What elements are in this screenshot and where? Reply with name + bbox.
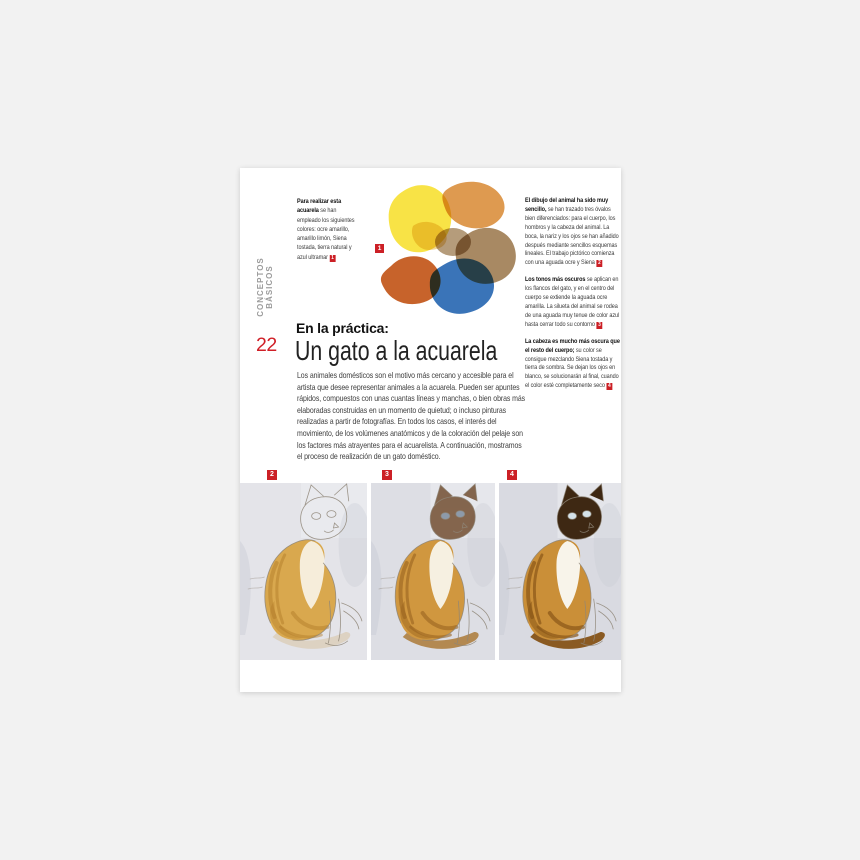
figure-marker-4: 4 (507, 470, 517, 480)
note-text (525, 276, 620, 329)
note-text (525, 338, 620, 391)
cat-watercolor-stage-1-image (240, 483, 367, 660)
blob-earth-bridge (435, 228, 471, 256)
note-bold: El dibujo del animal ha sido muy sencillo, (525, 197, 609, 213)
kicker-heading: En la práctica: (296, 320, 389, 336)
figure-marker-3: 3 (382, 470, 392, 480)
inline-figure-marker: 4 (608, 383, 611, 390)
note-bold: Los tonos más oscuros (525, 276, 586, 284)
note-rest: se han empleado los siguientes colores: ocre amarillo, amarillo limón, Siena tostada, tierra natural y azul ultramar (297, 207, 355, 261)
figure-marker-1: 1 (375, 244, 384, 253)
cat-watercolor-stage-2-image (371, 483, 495, 660)
note-bold: Para realizar esta acuarela (297, 198, 342, 215)
intro-paragraph: Los animales domésticos son el motivo más cercano y accesible para el artista que desee representar animales a la acuarela. Pueden ser apuntes rápidos, compuestos con unas cuantas líneas y manchas, o bien obras más elaboradas construidas en un momento de quietud; o incluso pinturas realizadas a partir de fotografías. En todos los casos, el interés del movimiento, de los volúmenes anatómicos y de la coloración del pelaje son los factores más atrayentes para el acuarelista. A continuación, mostramos el proceso de realización de un gato doméstico. (297, 371, 526, 462)
note-rest: se aplican en los flancos del gato, y en el centro del cuerpo se extiende la aguada ocre amarilla. La silueta del animal se rodea de una aguada muy tenue de color azul hasta cerrar todo su contorno (525, 276, 620, 328)
magazine-page (240, 168, 621, 692)
page-title: Un gato a la acuarela (295, 335, 498, 366)
cat-watercolor-stage-3-image (499, 483, 621, 660)
inline-figure-marker: 1 (331, 254, 334, 261)
right-margin-notes (525, 197, 620, 399)
note-text (297, 197, 361, 262)
step-photos-row (240, 483, 621, 660)
figure-marker-2: 2 (267, 470, 277, 480)
left-margin-note (297, 197, 361, 270)
note-text (525, 197, 620, 268)
inline-figure-marker: 2 (598, 260, 601, 267)
note-bold: La cabeza es mucho más oscura que el resto del cuerpo; (525, 337, 620, 354)
section-label: CONCEPTOS BÁSICOS (256, 257, 274, 317)
blob-blue (430, 258, 494, 313)
blob-orange (442, 182, 504, 229)
inline-figure-marker: 3 (598, 321, 601, 328)
note-rest: se han trazado tres óvalos bien diferenciados: para el cuerpo, los hombros y la cabeza del animal. La boca, la nariz y los ojos se han añadido después mediante sencillos esquemas lineales. El trabajo pictórico comienza con una aguada ocre y Siena (525, 205, 619, 267)
page-number: 22 (256, 334, 277, 356)
note-rest: su color se consigue mezclando Siena tostada y tierra de sombra. Se dejan los ojos en blanco, se solucionarán al final, cuando el color esté completamente seco (525, 346, 619, 390)
